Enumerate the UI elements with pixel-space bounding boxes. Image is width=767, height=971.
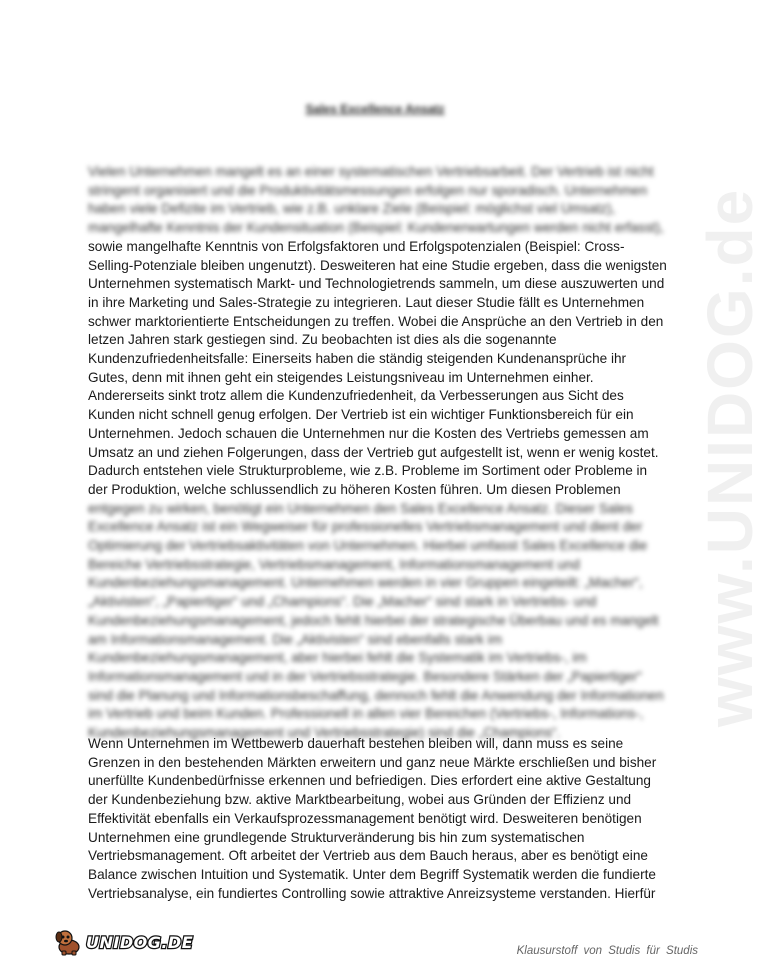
paragraph-2-line: Unternehmen eine grundlegende Strukturveränderung bis hin zum systematischen bbox=[88, 829, 585, 845]
paragraph-1-line: Bereiche Vertriebsstrategie, Vertriebsmanagement, Informationsmanagement und bbox=[88, 556, 580, 572]
paragraph-1-line: stringent organisiert und die Produktivitätsmessungen erfolgen nur sporadisch. Unternehmen bbox=[88, 182, 648, 198]
paragraph-1-line: Kundenbeziehungsmanagement, aber hierbei fehlt die Systematik im Vertriebs-, im bbox=[88, 650, 587, 666]
paragraph-1-line: Dadurch entstehen viele Strukturprobleme, wie z.B. Probleme im Sortiment oder Probleme in bbox=[88, 463, 648, 479]
paragraph-1-line: der Produktion, welche schlussendlich zu höheren Kosten führen. Um diesen Problemen bbox=[88, 481, 621, 497]
paragraph-2-line: unerfüllte Kundenbedürfnisse erkennen und befriedigen. Dies erfordert eine aktive Gestaltung bbox=[88, 773, 651, 789]
paragraph-1-line: Gutes, denn mit ihnen geht ein steigendes Leistungsniveau im Unternehmen einher. bbox=[88, 369, 594, 385]
paragraph-1-line: Umsatz an und ziehen Folgerungen, dass der Vertrieb gut aufgestellt ist, wenn er wenig kostet. bbox=[88, 444, 659, 460]
paragraph-2-line: Wenn Unternehmen im Wettbewerb dauerhaft bestehen bleiben will, dann muss es seine bbox=[88, 736, 624, 751]
paragraph-1-line: Kundenbeziehungsmanagement, jedoch fehlt hierbei der strategische Überbau und es mangelt bbox=[88, 612, 659, 628]
paragraph-1-line: sind die Planung und Informationsbeschaffung, dennoch fehlt die Anwendung der Informationen bbox=[88, 687, 664, 703]
paragraph-1-line: Kundenzufriedenheitsfalle: Einerseits haben die ständig steigenden Kundenansprüche ihr bbox=[88, 351, 627, 367]
paragraph-2-line: der Kundenbeziehung bzw. aktive Marktbearbeitung, wobei aus Gründen der Effizienz und bbox=[88, 792, 632, 808]
paragraph-1-line: Kundenbeziehungsmanagement und Vertriebsstrategie) sind die „Champions“. bbox=[88, 725, 561, 741]
unidog-logo[interactable] bbox=[54, 928, 193, 956]
paragraph-1-line: Selling-Potenziale bleiben ungenutzt). Desweiteren hat eine Studie ergeben, dass die wenigsten bbox=[88, 257, 667, 273]
paragraph-1-line: „Aktivisten“, „Papiertiger“ und „Champions“. Die „Macher“ sind stark in Vertriebs- und bbox=[88, 594, 597, 610]
paragraph-1-line: Informationsmanagement und in der Vertriebsstrategie. Besondere Stärken der „Papiertiger“ bbox=[88, 668, 642, 684]
paragraph-2-line: Vertriebsanalyse, ein fundiertes Controlling sowie attraktive Anreizsysteme verstanden. Hierfür bbox=[88, 885, 656, 901]
watermark: www.UNIDOG.de bbox=[694, 187, 766, 727]
paragraph-1-line: Kunden nicht schnell genug erfolgen. Der Vertrieb ist ein wichtiger Funktionsbereich für ein bbox=[88, 407, 634, 423]
paragraph-1-line: letzen Jahren stark gestiegen sind. Zu beobachten ist dies als die sogenannte bbox=[88, 332, 557, 348]
paragraph-2-line: Balance zwischen Intuition und Systematik. Unter dem Begriff Systematik werden die fundierte bbox=[88, 866, 656, 882]
paragraph-2-line: Grenzen in den bestehenden Märkten erweitern und ganz neue Märkte erschließen und bisher bbox=[88, 754, 657, 770]
paragraph-1-line: sowie mangelhafte Kenntnis von Erfolgsfaktoren und Erfolgspotenzialen (Beispiel: Cross- bbox=[88, 238, 625, 254]
paragraph-1-line: Unternehmen. Jedoch schauen die Unternehmen nur die Kosten des Vertriebs gemessen am bbox=[88, 425, 649, 441]
paragraph-1-line: im Vertrieb und beim Kunden. Professionell in allen vier Bereichen (Vertriebs-, Informations-, bbox=[88, 706, 644, 722]
paragraph-1-line: Andererseits sinkt trotz allem die Kundenzufriedenheit, da Verbesserungen aus Sicht des bbox=[88, 388, 624, 404]
paragraph-1-line: Kundenbeziehungsmanagement. Unternehmen werden in vier Gruppen eingeteilt: „Macher“, bbox=[88, 575, 643, 591]
paragraph-1-line: entgegen zu wirken, benötigt ein Unternehmen den Sales Excellence Ansatz. Dieser Sales bbox=[88, 500, 633, 516]
paragraph-1-line: Excellence Ansatz ist ein Wegweiser für professionelles Vertriebsmanagement und dient der bbox=[88, 519, 643, 535]
paragraph-1-line: in ihre Marketing und Sales-Strategie zu integrieren. Laut dieser Studie fällt es Unternehmen bbox=[88, 294, 645, 310]
dog-icon bbox=[54, 928, 84, 956]
page-title: Sales Excellence Ansatz bbox=[305, 102, 445, 116]
paragraph-1 bbox=[88, 163, 673, 743]
paragraph-2 bbox=[88, 735, 673, 903]
footer-tagline: Klausurstoff von Studis für Studis bbox=[516, 945, 698, 957]
logo-text: UNIDOG.DE bbox=[86, 932, 194, 952]
paragraph-1-line: Vielen Unternehmen mangelt es an einer systematischen Vertriebsarbeit. Der Vertrieb ist nicht bbox=[88, 164, 654, 179]
paragraph-1-line: haben viele Defizite im Vertrieb, wie z.B. unklare Ziele (Beispiel: möglichst viel Umsatz), bbox=[88, 201, 616, 217]
paragraph-1-line: Unternehmen systematisch Markt- und Technologietrends sammeln, um diese auszuwerten und bbox=[88, 276, 665, 292]
paragraph-1-line: am Informationsmanagement. Die „Aktivisten“ sind ebenfalls stark im bbox=[88, 631, 503, 647]
paragraph-1-line: schwer marktorientierte Entscheidungen zu treffen. Wobei die Ansprüche an den Vertrieb in den bbox=[88, 313, 664, 329]
paragraph-2-line: Vertriebsmanagement. Oft arbeitet der Vertrieb aus dem Bauch heraus, aber es benötigt eine bbox=[88, 848, 648, 864]
paragraph-2-line: Effektivität ebenfalls ein Verkaufsprozessmanagement benötigt wird. Desweiteren benötigen bbox=[88, 810, 642, 826]
paragraph-1-line: mangelhafte Kenntnis der Kundensituation (Beispiel: Kundenerwartungen werden nicht erfasst), bbox=[88, 220, 664, 236]
paragraph-1-line: Optimierung der Vertriebsaktivitäten von Unternehmen. Hierbei umfasst Sales Excellence die bbox=[88, 538, 648, 554]
